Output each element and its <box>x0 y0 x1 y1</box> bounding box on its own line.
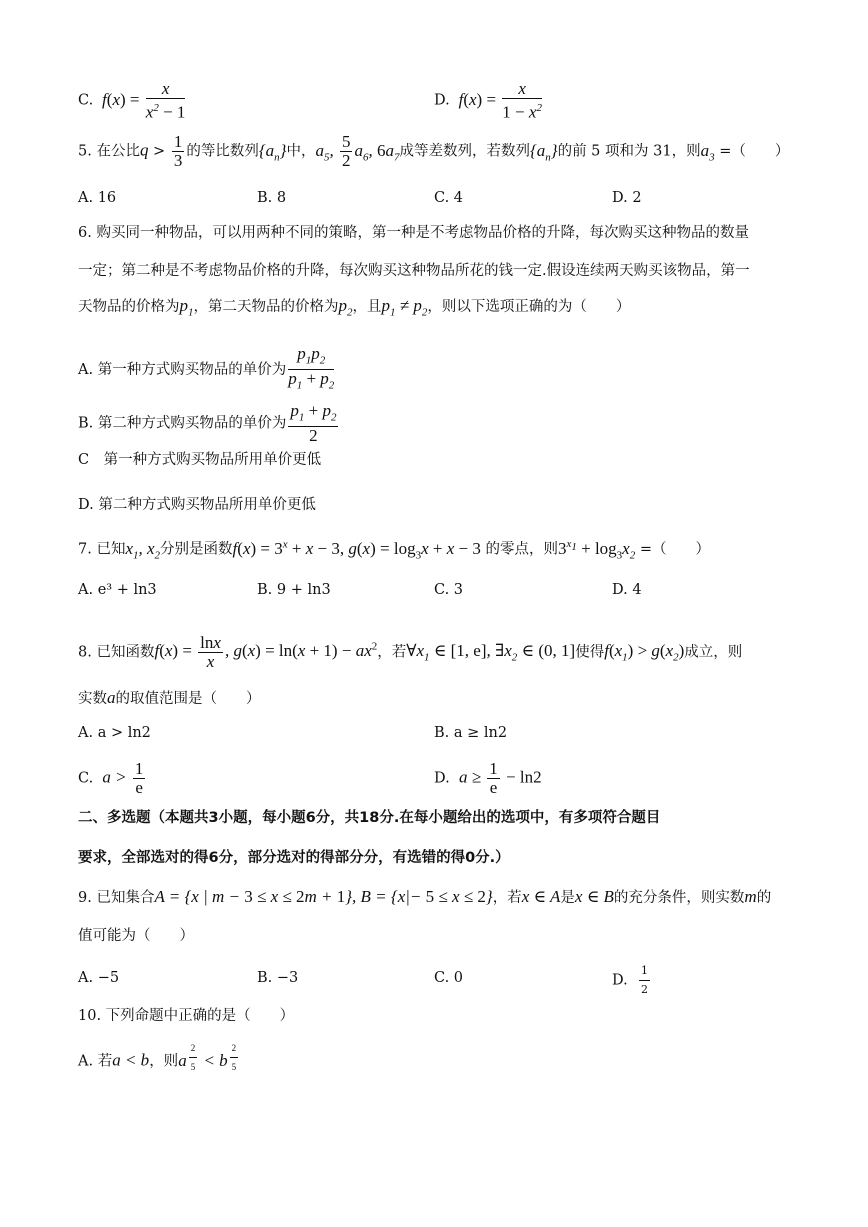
question-10: 10. 下列命题中正确的是（ ） <box>78 1008 295 1024</box>
q4-option-d <box>434 80 544 122</box>
q5-option-a: A. 16 <box>78 190 117 206</box>
q8-option-a: A. a > ln2 <box>78 725 151 741</box>
q7-option-c: C. 3 <box>434 582 464 598</box>
q6-option-a-text: A. 第一种方式购买物品的单价为 <box>78 361 287 378</box>
q4-option-d-label: D. <box>434 92 450 109</box>
q6-option-a <box>78 345 336 395</box>
q8-option-c: C. a > $\frac{1}{e}$ <box>78 759 144 797</box>
q6-line-1: 6. 购买同一种物品，可以用两种不同的策略，第一种是不考虑物品价格的升降，每次购买这种物品的数量 <box>78 225 749 241</box>
question-9-line-1: 9. 已知集合A = {x | m − 3 ≤ x ≤ 2m + 1}, B = {x|− 5 ≤ x ≤ 2}，若x ∈ A是x ∈ B的充分条件，则实数m的 <box>78 887 772 906</box>
q9-option-c: C. 0 <box>434 970 464 986</box>
q7-option-d: D. 4 <box>612 582 642 598</box>
q9-option-b: B. −3 <box>257 970 299 986</box>
q8-option-b: B. a ≥ ln2 <box>434 725 508 741</box>
q9-option-a: A. −5 <box>78 970 120 986</box>
section-2-header-line-1: 二、多选题（本题共3小题，每小题6分，共18分.在每小题给出的选项中，有多项符合题目 <box>78 810 661 826</box>
q7-option-b: B. 9 + ln3 <box>257 582 331 598</box>
q9-option-d: D. $\frac{1}{2}$ <box>612 964 648 996</box>
q8-option-d: D. a ≥ $\frac{1}{e}$ − ln2 <box>434 759 542 797</box>
section-2-header-line-2: 要求，全部选对的得6分，部分选对的得部分分，有选错的得0分.） <box>78 850 510 866</box>
question-9-line-2: 值可能为（ ） <box>78 928 194 944</box>
question-5: 5. 在公比q > $\frac{1}{3}$ 的等比数列$\{a_n\}$中，$a_5$, $\frac{5}{2}$ $a_6$, $6a_7$成等差数列，若数列$\{a_n\}$的前 5 项和为 31，则$a_3$ =（ ） <box>78 132 790 170</box>
q4-option-d-formula: f(x) = $\frac{x}{1 - x^2}$ <box>454 79 542 122</box>
q6-option-a-formula: $\frac{p_1p_2}{p_1 + p_2}$ <box>288 344 335 392</box>
q4-option-c-label: C. <box>78 92 94 109</box>
q6-option-b-formula: $\frac{p_1 + p_2}{2}$ <box>290 401 337 446</box>
q7-option-a: A. e³ + ln3 <box>78 582 157 598</box>
question-8-line-1: 8. 已知函数f(x) = $\frac{\ln x}{x}$ , $g(x) = \ln(x + 1) - ax^2$，若$\forall x_1$ ∈ [1, e], $\exists x_2$ ∈ (0, 1]使得$f(x_1) > g(x_2)$成立，则 <box>78 633 743 671</box>
q6-line-2: 一定；第二种是不考虑物品价格的升降，每次购买这种物品所花的钱一定.假设连续两天购买该物品，第一 <box>78 263 750 279</box>
q5-option-d: D. 2 <box>612 190 642 206</box>
q6-option-c: C 第一种方式购买物品所用单价更低 <box>78 452 322 468</box>
q6-option-d: D. 第二种方式购买物品所用单价更低 <box>78 497 316 513</box>
q5-option-c: C. 4 <box>434 190 464 206</box>
q10-option-a: A. 若a < b，则a $^{\frac{2}{5}}$ < b $^{\frac{2}{5}}$ <box>78 1046 240 1083</box>
q4-option-c <box>78 80 187 122</box>
q5-option-b: B. 8 <box>257 190 287 206</box>
q6-option-b-text: B. 第二种方式购买物品的单价为 <box>78 415 287 432</box>
q6-line-3: 天物品的价格为$p_1$，第二天物品的价格为$p_2$，且$p_1 \ne p_2$，则以下选项正确的为（ ） <box>78 296 631 319</box>
question-7: 7. 已知$x_1$, $x_2$分别是函数$f(x) = 3^x + x - 3$, $g(x) = \log_3x + x - 3$ 的零点，则$3^{x_1} + \log_3x_2$ =（ ） <box>78 538 710 562</box>
question-8-line-2: 实数a的取值范围是（ ） <box>78 688 261 707</box>
q4-option-c-formula: f(x) = $\frac{x}{x^2 - 1}$ <box>97 79 186 122</box>
q6-option-b <box>78 402 340 445</box>
